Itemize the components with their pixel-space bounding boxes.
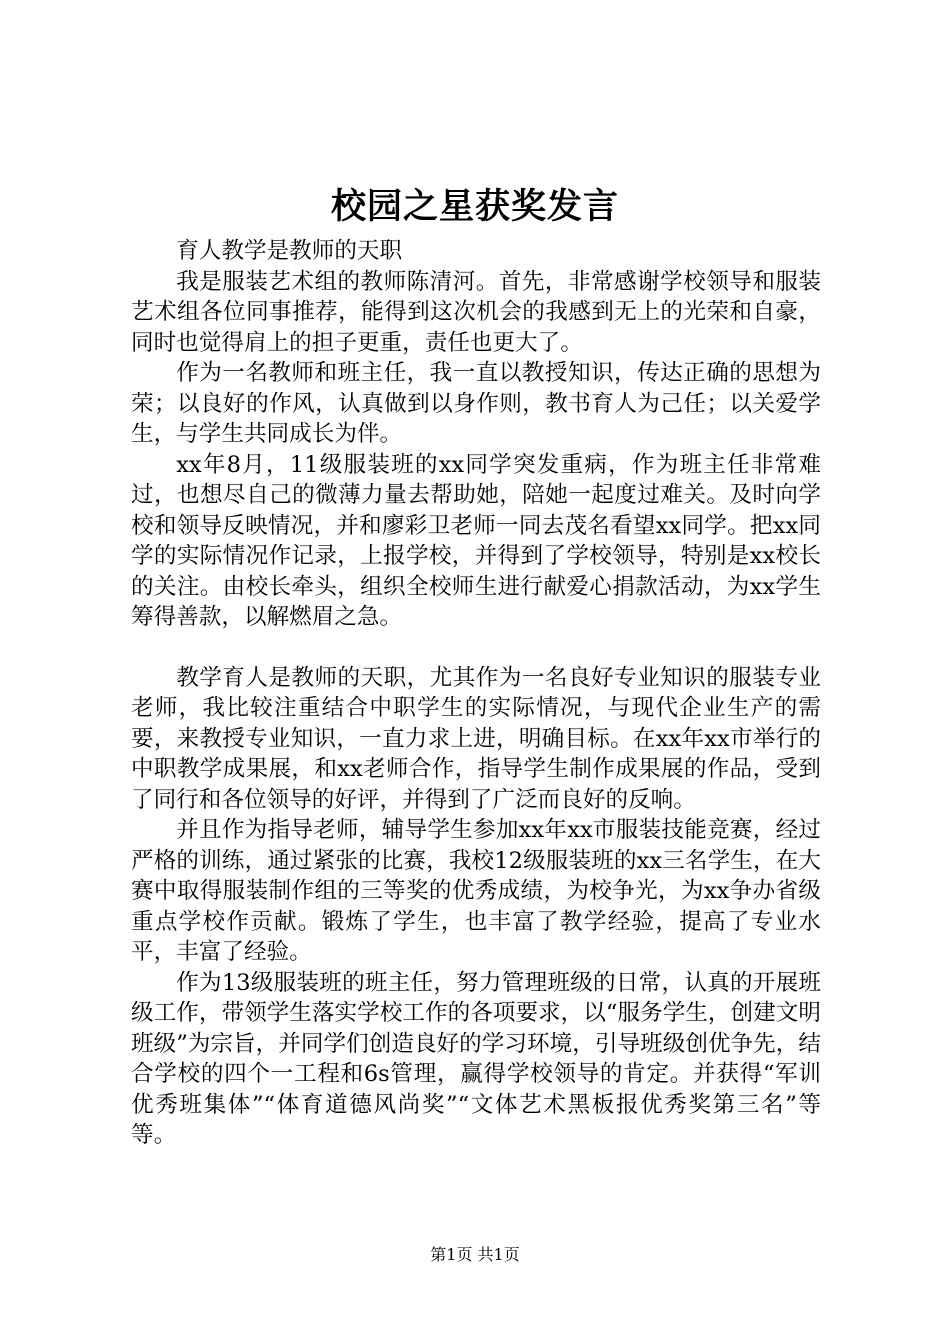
paragraph-introduction: 我是服装艺术组的教师陈清河。首先，非常感谢学校领导和服装艺术组各位同事推荐，能得到这次机会的我感到无上的光荣和自豪，同时也觉得肩上的担子更重，责任也更大了。	[131, 268, 821, 356]
paragraph-teacher-role: 作为一名教师和班主任，我一直以教授知识，传达正确的思想为荣；以良好的作风，认真做到以身作则，教书育人为己任；以关爱学生，与学生共同成长为伴。	[131, 360, 821, 447]
paragraph-student-illness: xx年8月，11级服装班的xx同学突发重病，作为班主任非常难过，也想尽自己的微薄力量去帮助她，陪她一起度过难关。及时向学校和领导反映情况，并和廖彩卫老师一同去茂名看望xx同学。把xx同学的实际情况作记录，上报学校，并得到了学校领导，特别是xx校长的关注。由校长牵头，组织全校师生进行献爱心捐款活动，为xx学生筹得善款，以解燃眉之急。	[131, 451, 821, 630]
page-number-footer: 第1页 共1页	[430, 1245, 520, 1264]
document-title: 校园之星获奖发言	[330, 186, 619, 227]
paragraph-teaching: 教学育人是教师的天职，尤其作为一名良好专业知识的服装专业老师，我比较注重结合中职学生的实际情况，与现代企业生产的需要，来教授专业知识，一直力求上进，明确目标。在xx年xx市举行的中职教学成果展，和xx老师合作，指导学生制作成果展的作品，受到了同行和各位领导的好评，并得到了广泛而良好的反响。	[131, 664, 821, 813]
paragraph-class-management: 作为13级服装班的班主任，努力管理班级的日常，认真的开展班级工作，带领学生落实学校工作的各项要求，以“服务学生，创建文明班级”为宗旨，并同学们创造良好的学习环境，引导班级创优争先，结合学校的四个一工程和6s管理，赢得学校领导的肯定。并获得“军训优秀班集体”“体育道德风尚奖”“文体艺术黑板报优秀奖第三名”等等。	[131, 969, 821, 1148]
paragraph-subtitle: 育人教学是教师的天职	[176, 238, 403, 264]
paragraph-competition: 并且作为指导老师，辅导学生参加xx年xx市服装技能竞赛，经过严格的训练，通过紧张的比赛，我校12级服装班的xx三名学生，在大赛中取得服装制作组的三等奖的优秀成绩，为校争光，为xx争办省级重点学校作贡献。锻炼了学生，也丰富了教学经验，提高了专业水平，丰富了经验。	[131, 817, 821, 965]
document-body	[131, 236, 821, 1151]
